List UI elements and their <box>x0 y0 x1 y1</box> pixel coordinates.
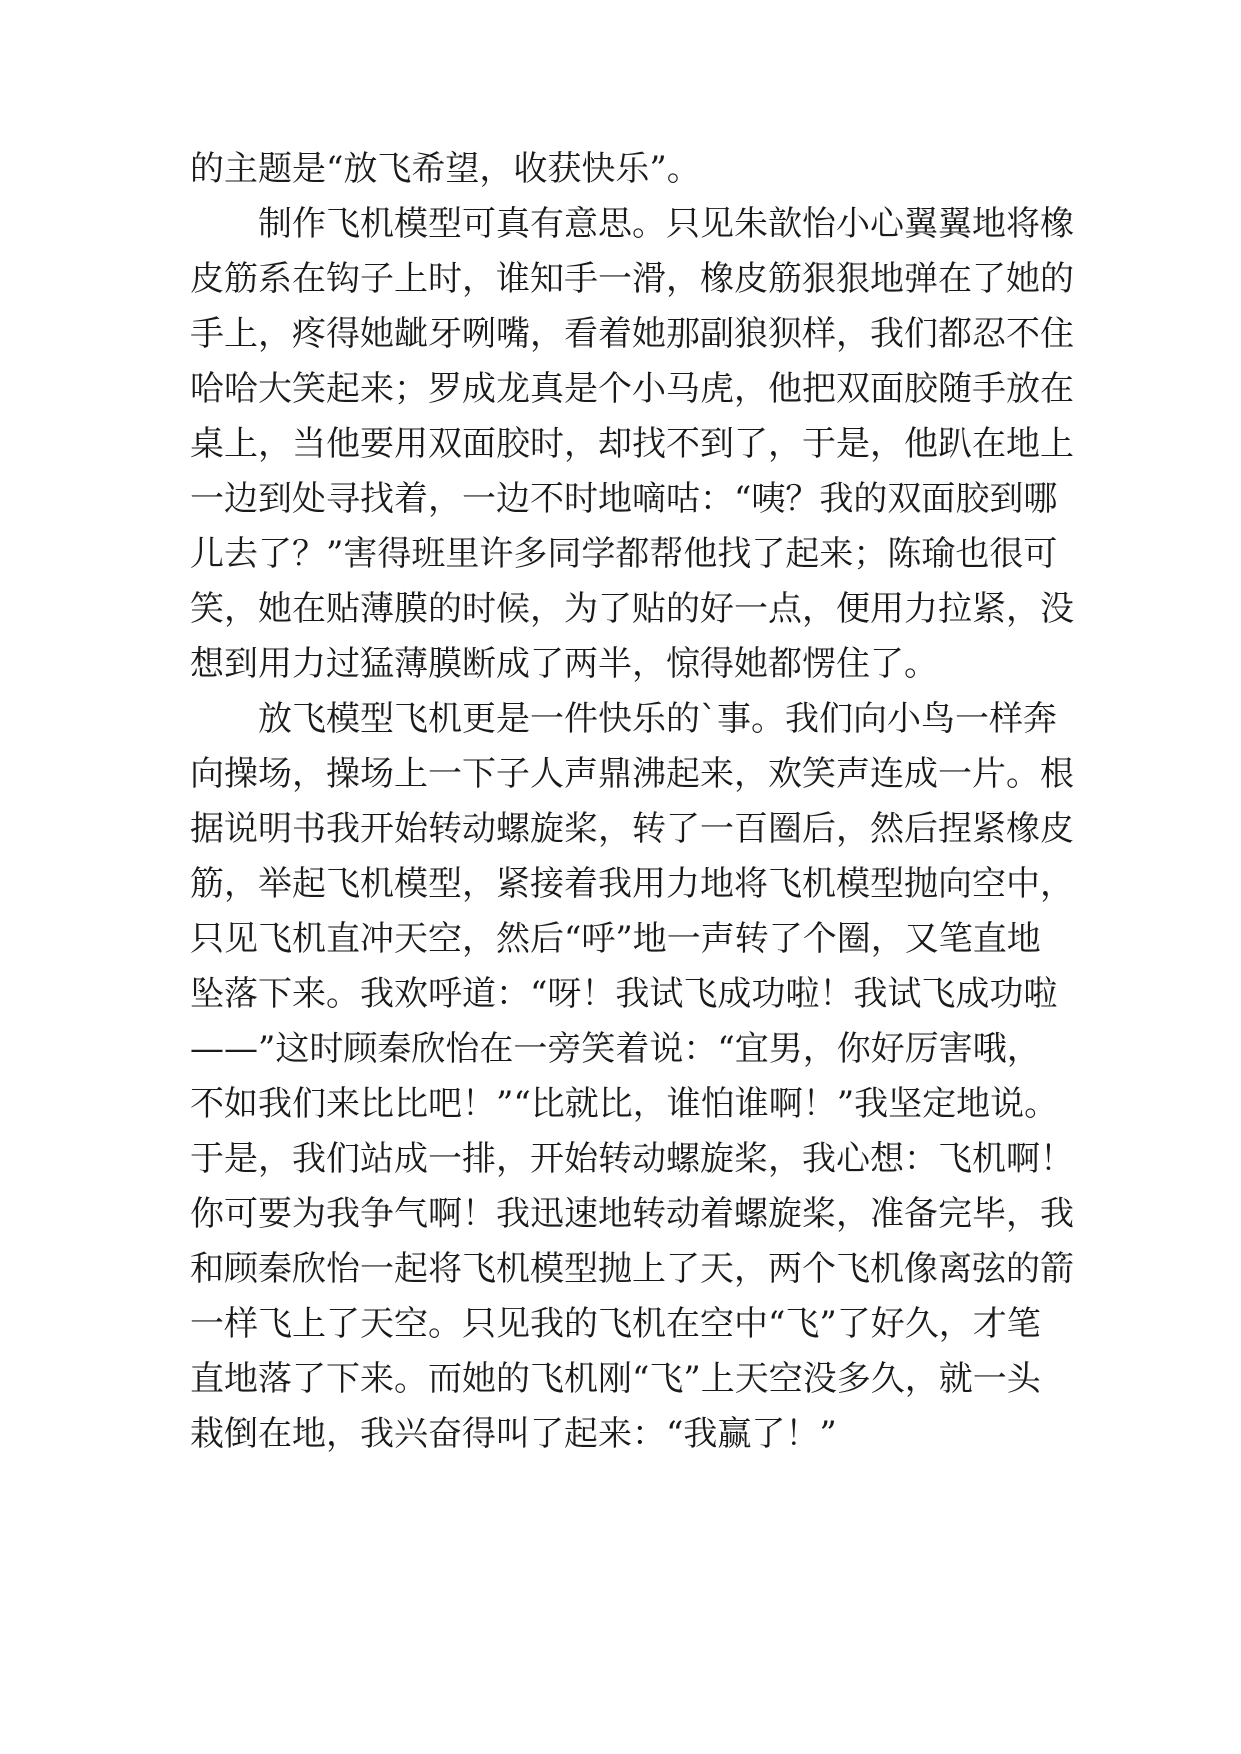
text-line: 桌上，当他要用双面胶时，却找不到了，于是，他趴在地上 <box>190 424 1074 464</box>
text-line: 栽倒在地，我兴奋得叫了起来：“我赢了！” <box>190 1414 837 1454</box>
text-line: 向操场，操场上一下子人声鼎沸起来，欢笑声连成一片。根 <box>190 754 1074 794</box>
text-line: 笑，她在贴薄膜的时候，为了贴的好一点，便用力拉紧，没 <box>190 589 1074 629</box>
text-line: 不如我们来比比吧！”“比就比，谁怕谁啊！”我坚定地说。 <box>190 1084 1059 1124</box>
text-line: 直地落了下来。而她的飞机刚“飞”上天空没多久，就一头 <box>190 1359 1041 1399</box>
text-line: 哈哈大笑起来；罗成龙真是个小马虎，他把双面胶随手放在 <box>190 369 1074 409</box>
text-line: 筋，举起飞机模型，紧接着我用力地将飞机模型抛向空中， <box>190 864 1074 904</box>
text-line: ——”这时顾秦欣怡在一旁笑着说：“宜男，你好厉害哦， <box>190 1029 1041 1069</box>
text-line: 你可要为我争气啊！我迅速地转动着螺旋桨，准备完毕，我 <box>190 1194 1074 1234</box>
text-line: 的主题是“放飞希望，收获快乐”。 <box>190 149 701 189</box>
text-line: 想到用力过猛薄膜断成了两半，惊得她都愣住了。 <box>190 644 938 684</box>
text-line: 坠落下来。我欢呼道：“呀！我试飞成功啦！我试飞成功啦 <box>190 974 1058 1014</box>
text-line: 手上，疼得她龇牙咧嘴，看着她那副狼狈样，我们都忍不住 <box>190 314 1074 354</box>
text-line: 于是，我们站成一排，开始转动螺旋桨，我心想：飞机啊！ <box>190 1139 1074 1179</box>
text-line: 只见飞机直冲天空，然后“呼”地一声转了个圈，又笔直地 <box>190 919 1041 959</box>
text-line: 放飞模型飞机更是一件快乐的`事。我们向小鸟一样奔 <box>258 699 1057 739</box>
text-line: 和顾秦欣怡一起将飞机模型抛上了天，两个飞机像离弦的箭 <box>190 1249 1074 1289</box>
text-line: 皮筋系在钩子上时，谁知手一滑，橡皮筋狠狠地弹在了她的 <box>190 259 1074 299</box>
text-line: 儿去了？”害得班里许多同学都帮他找了起来；陈瑜也很可 <box>190 534 1058 574</box>
text-line: 一边到处寻找着，一边不时地嘀咕：“咦？我的双面胶到哪 <box>190 479 1058 519</box>
text-line: 一样飞上了天空。只见我的飞机在空中“飞”了好久，才笔 <box>190 1304 1041 1344</box>
text-line: 制作飞机模型可真有意思。只见朱歆怡小心翼翼地将橡 <box>258 204 1074 244</box>
text-line: 据说明书我开始转动螺旋桨，转了一百圈后，然后捏紧橡皮 <box>190 809 1074 849</box>
